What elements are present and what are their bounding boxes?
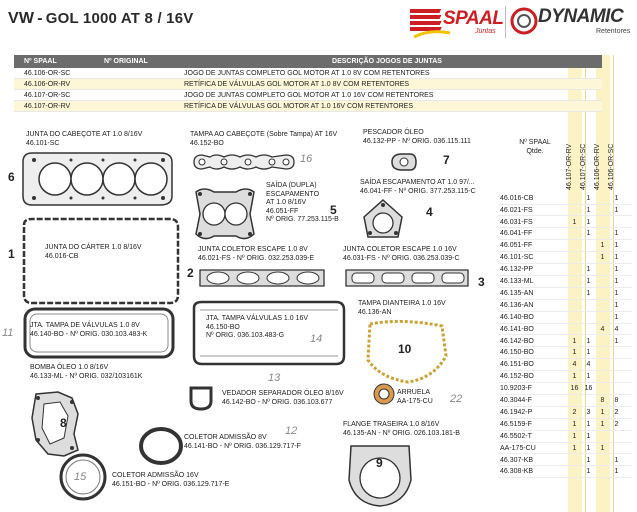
part-code: 46.031-FS <box>500 218 533 226</box>
part-11-code: 46.140-BO - Nº ORIG. 030.103.483-K <box>30 330 148 338</box>
part-16-number: 16 <box>300 153 313 165</box>
qty-cell: 8 <box>614 397 619 405</box>
model-name: GOL 1000 AT 8 / 16V <box>45 10 194 27</box>
part-8-label <box>30 364 142 381</box>
part-9-title: FLANGE TRASEIRA 1.0 8/16V <box>343 421 440 428</box>
part-5-number: 5 <box>330 203 337 217</box>
part-1-label <box>45 244 142 261</box>
part-code: 46.151-BO <box>500 361 534 369</box>
qty-cell: 1 <box>572 349 577 357</box>
qty-cell: 4 <box>614 325 619 333</box>
part-2-label <box>198 246 314 263</box>
part-16-code: 46.152-BO <box>190 139 224 147</box>
part-3-label <box>343 246 460 263</box>
kit-description: JOGO DE JUNTAS COMPLETO GOL MOTOR AT 1.0 16V COM RETENTORES <box>184 91 434 99</box>
part-3-number: 3 <box>478 275 485 289</box>
parts-table-header <box>505 138 565 156</box>
oil-pump-gasket-diagram <box>28 388 84 460</box>
part-22-title: ARRUELA <box>397 389 431 396</box>
qty-cell: 1 <box>614 278 619 286</box>
qty-cell: 1 <box>614 289 619 297</box>
part-16-title: TAMPA AO CABEÇOTE (Sobre Tampa) AT 16V <box>190 131 338 138</box>
oil-separator-seal-diagram <box>186 383 216 413</box>
table-row <box>498 419 632 431</box>
table-row <box>498 336 632 348</box>
col-header-description: DESCRIÇÃO JOGOS DE JUNTAS <box>332 58 442 65</box>
part-code: 46.135-AN <box>500 289 534 297</box>
part-4-title: SAÍDA ESCAPAMENTO AT 1.0 97/... <box>360 179 475 186</box>
kit-description: RETÍFICA DE VÁLVULAS GOL MOTOR AT 1.0 8V COM RETENTORES <box>184 80 410 88</box>
table-row <box>498 455 632 467</box>
qty-cell: 1 <box>614 456 619 464</box>
part-13-code: 46.142-BO - Nº ORIG. 036.103.677 <box>222 398 333 406</box>
table-row <box>498 407 632 419</box>
kit-column-header: 46.107-OR-SC <box>580 143 587 190</box>
table-row <box>498 395 632 407</box>
qty-cell: 1 <box>586 289 591 297</box>
part-6-title: JUNTA DO CABEÇOTE AT 1.0 8/16V <box>26 131 143 138</box>
part-15-label <box>112 472 229 489</box>
logo-separator <box>505 6 506 38</box>
part-9-label <box>343 421 460 438</box>
part-9-code: 46.135-AN - Nº ORIG. 026.103.181-B <box>343 429 460 437</box>
part-15-number: 15 <box>74 471 87 483</box>
part-3-code: 46.031-FS - Nº ORIG. 036.253.039-C <box>343 254 460 262</box>
part-22-number: 22 <box>450 393 463 405</box>
spaal-logo-text: SPAAL <box>443 8 504 29</box>
kit-code: 46.106-OR-RV <box>24 80 71 88</box>
part-14-original: Nº ORIG. 036.103.483-G <box>206 332 285 339</box>
brand-name: VW <box>8 10 35 27</box>
parts-header-spaal: Nº SPAAL <box>519 139 551 146</box>
part-6-code: 46.101-SC <box>26 139 60 147</box>
part-code: AA-175-CU <box>500 444 536 452</box>
part-11-label <box>30 322 147 339</box>
qty-cell: 1 <box>572 420 577 428</box>
part-16-label <box>190 131 337 148</box>
part-22-label <box>397 389 433 406</box>
part-code: 46.132-PP <box>500 266 534 274</box>
col-header-spaal: Nº SPAAL <box>24 58 57 65</box>
rear-flange-gasket-diagram <box>345 440 415 510</box>
part-5-code: 46.051-FF <box>266 207 299 215</box>
part-13-number: 13 <box>268 372 281 384</box>
part-2-code: 46.021-FS - Nº ORIG. 032.253.039-E <box>198 254 315 262</box>
part-8-title: BOMBA ÓLEO 1.0 8/16V <box>30 364 109 371</box>
qty-cell: 1 <box>614 337 619 345</box>
part-11-title: JTA. TAMPA DE VÁLVULAS 1.0 8V <box>30 322 140 329</box>
qty-cell: 1 <box>600 242 605 250</box>
spaal-logo-subtitle: Juntas <box>475 28 496 35</box>
qty-cell: 1 <box>572 373 577 381</box>
part-7-title: PESCADOR ÓLEO <box>363 129 424 136</box>
part-code: 46.150-BO <box>500 349 534 357</box>
kit-column-header: 46.106-OR-RV <box>594 143 601 190</box>
qty-cell: 16 <box>584 385 593 393</box>
table-row <box>498 324 632 336</box>
part-code: 46.1942-P <box>500 408 533 416</box>
kit-description: RETÍFICA DE VÁLVULAS GOL MOTOR AT 1.0 16V COM RETENTORES <box>184 102 413 110</box>
part-6-number: 6 <box>8 170 15 184</box>
part-5-title: SAÍDA (DUPLA) <box>266 182 317 189</box>
table-row <box>498 229 632 241</box>
qty-cell: 1 <box>614 206 619 214</box>
part-2-number: 2 <box>187 266 194 280</box>
exhaust-manifold-8v-gasket-diagram <box>196 264 328 292</box>
part-1-code: 46.016-CB <box>45 252 79 260</box>
qty-cell: 1 <box>586 432 591 440</box>
kit-code: 46.107-OR-RV <box>24 102 71 110</box>
table-row <box>498 443 632 455</box>
part-4-label <box>360 179 476 196</box>
part-7-number: 7 <box>443 153 450 167</box>
head-cover-gasket-diagram <box>190 151 298 173</box>
part-code: 46.308-KB <box>500 468 534 476</box>
part-9-number: 9 <box>376 456 383 470</box>
part-code: 46.142-BO <box>500 337 534 345</box>
part-7-code: 46.132-PP - Nº ORIG. 036.115.111 <box>363 137 471 145</box>
part-7-label <box>363 129 471 146</box>
table-row <box>498 205 632 217</box>
part-10-title: TAMPA DIANTEIRA 1.0 16V <box>358 300 446 307</box>
part-8-number: 8 <box>60 416 67 430</box>
part-2-title: JUNTA COLETOR ESCAPE 1.0 8V <box>198 246 308 253</box>
exhaust-manifold-16v-gasket-diagram <box>342 264 472 292</box>
part-15-code: 46.151-BO - Nº ORIG. 036.129.717-E <box>112 480 230 488</box>
part-1-title: JUNTA DO CÁRTER 1.0 8/16V <box>45 244 142 251</box>
table-row <box>498 431 632 443</box>
qty-cell: 1 <box>572 337 577 345</box>
qty-cell: 1 <box>572 432 577 440</box>
qty-cell: 1 <box>614 468 619 476</box>
qty-cell: 3 <box>586 408 591 416</box>
qty-cell: 1 <box>600 408 605 416</box>
qty-cell: 1 <box>614 254 619 262</box>
part-code: 46.101-SC <box>500 254 534 262</box>
table-row <box>498 348 632 360</box>
part-13-title: VEDADOR SEPARADOR ÓLEO 8/16V <box>222 390 344 397</box>
qty-cell: 1 <box>586 230 591 238</box>
qty-cell: 1 <box>586 420 591 428</box>
part-15-title: COLETOR ADMISSÃO 16V <box>112 472 199 479</box>
part-11-number: 11 <box>2 327 14 339</box>
qty-cell: 4 <box>572 361 577 369</box>
qty-cell: 1 <box>614 301 619 309</box>
qty-cell: 1 <box>614 230 619 238</box>
page-title: VW - GOL 1000 AT 8 / 16V <box>8 10 194 27</box>
table-row <box>498 360 632 372</box>
qty-cell: 1 <box>586 194 591 202</box>
col-header-original: Nº ORIGINAL <box>104 58 148 65</box>
part-code: 46.051-FF <box>500 242 533 250</box>
qty-cell: 1 <box>600 444 605 452</box>
part-14-label <box>206 315 308 341</box>
part-22-code: AA-175-CU <box>397 397 433 405</box>
qty-cell: 1 <box>600 254 605 262</box>
oil-pan-gasket-diagram <box>20 215 182 307</box>
exhaust-outlet-double-diagram <box>190 184 260 244</box>
qty-cell: 1 <box>586 444 591 452</box>
qty-cell: 1 <box>586 468 591 476</box>
qty-cell: 1 <box>586 278 591 286</box>
intake-manifold-8v-gasket-diagram <box>137 425 185 467</box>
qty-cell: 1 <box>600 420 605 428</box>
kit-code: 46.106-OR-SC <box>24 69 71 77</box>
part-8-code: 46.133-ML - Nº ORIG. 032/103161K <box>30 372 143 380</box>
part-10-code: 46.136-AN <box>358 308 392 316</box>
part-10-number: 10 <box>398 342 412 356</box>
kit-column-header: 46.107-OR-RV <box>566 143 573 190</box>
part-13-label <box>222 390 344 407</box>
qty-cell: 1 <box>614 242 619 250</box>
table-row <box>498 264 632 276</box>
qty-cell: 1 <box>614 313 619 321</box>
qty-cell: 1 <box>586 206 591 214</box>
table-row <box>498 288 632 300</box>
head-gasket-diagram <box>20 150 175 208</box>
qty-cell: 16 <box>570 385 579 393</box>
parts-header-qty: Qtde. <box>526 148 544 155</box>
part-code: 46.152-BO <box>500 373 534 381</box>
table-row <box>498 312 632 324</box>
part-code: 10.9203-F <box>500 385 532 393</box>
part-4-code: 46.041-FF - Nº ORIG. 377.253.115-C <box>360 187 476 195</box>
part-10-label <box>358 300 446 317</box>
qty-cell: 1 <box>586 266 591 274</box>
oil-pickup-gasket-diagram <box>388 150 420 174</box>
table-row <box>14 68 602 79</box>
table-row <box>14 101 602 112</box>
table-row <box>498 241 632 253</box>
table-row <box>498 467 632 479</box>
table-row <box>14 90 602 101</box>
qty-cell: 1 <box>586 349 591 357</box>
part-5-label <box>266 182 339 225</box>
part-code: 46.140-BO <box>500 313 534 321</box>
part-1-number: 1 <box>8 247 15 261</box>
qty-cell: 1 <box>614 266 619 274</box>
part-14-number: 14 <box>310 333 323 345</box>
table-row <box>498 372 632 384</box>
qty-cell: 2 <box>614 420 619 428</box>
part-code: 46.041-FF <box>500 230 533 238</box>
kits-table-header <box>14 55 602 68</box>
qty-cell: 1 <box>586 337 591 345</box>
part-code: 46.021-FS <box>500 206 533 214</box>
part-4-number: 4 <box>426 205 433 219</box>
part-5-spec: AT 1.0 8/16V <box>266 199 307 206</box>
kit-code: 46.107-OR-SC <box>24 91 71 99</box>
qty-cell: 4 <box>586 361 591 369</box>
dynamic-logo-subtitle: Retentores <box>596 28 631 35</box>
part-code: 40.3044-F <box>500 397 532 405</box>
part-14-code: 46.150-BO <box>206 323 240 331</box>
qty-cell: 1 <box>572 444 577 452</box>
part-12-title: COLETOR ADMISSÃO 8V <box>184 434 267 441</box>
part-12-code: 46.141-BO - Nº ORIG. 036.129.717-F <box>184 442 301 450</box>
kit-description: JOGO DE JUNTAS COMPLETO GOL MOTOR AT 1.0 8V COM RETENTORES <box>184 69 430 77</box>
qty-cell: 1 <box>586 373 591 381</box>
qty-cell: 1 <box>586 218 591 226</box>
part-code: 46.016-CB <box>500 194 534 202</box>
qty-cell: 2 <box>614 408 619 416</box>
table-row <box>498 300 632 312</box>
table-row <box>498 276 632 288</box>
part-5-original: Nº ORIG. 77.253.115-B <box>266 216 339 223</box>
qty-cell: 1 <box>586 456 591 464</box>
part-14-title: JTA. TAMPA VÁLVULAS 1.0 16V <box>206 315 309 322</box>
dynamic-logo-text: DYNAMIC <box>538 6 624 27</box>
part-code: 46.133-ML <box>500 278 534 286</box>
qty-cell: 2 <box>572 408 577 416</box>
part-code: 46.5502-T <box>500 432 532 440</box>
part-code: 46.5159-F <box>500 420 532 428</box>
part-3-title: JUNTA COLETOR ESCAPE 1.0 16V <box>343 246 457 253</box>
kit-column-header: 46.106-OR-SC <box>608 143 615 190</box>
washer-diagram <box>372 382 396 406</box>
qty-cell: 4 <box>600 325 605 333</box>
table-row <box>498 383 632 395</box>
table-row <box>498 217 632 229</box>
part-code: 46.141-BO <box>500 325 534 333</box>
part-12-number: 12 <box>285 425 298 437</box>
table-row <box>498 253 632 265</box>
part-code: 46.136-AN <box>500 301 534 309</box>
part-code: 46.307-KB <box>500 456 534 464</box>
table-row <box>498 193 632 205</box>
qty-cell: 1 <box>572 218 577 226</box>
table-row <box>14 79 602 90</box>
qty-cell: 1 <box>614 194 619 202</box>
kits-table <box>14 55 602 112</box>
part-5-subtitle: ESCAPAMENTO <box>266 190 320 198</box>
qty-cell: 8 <box>600 397 605 405</box>
part-12-label <box>184 434 301 451</box>
exhaust-outlet-gasket-diagram <box>360 197 406 241</box>
part-6-label <box>26 131 142 148</box>
